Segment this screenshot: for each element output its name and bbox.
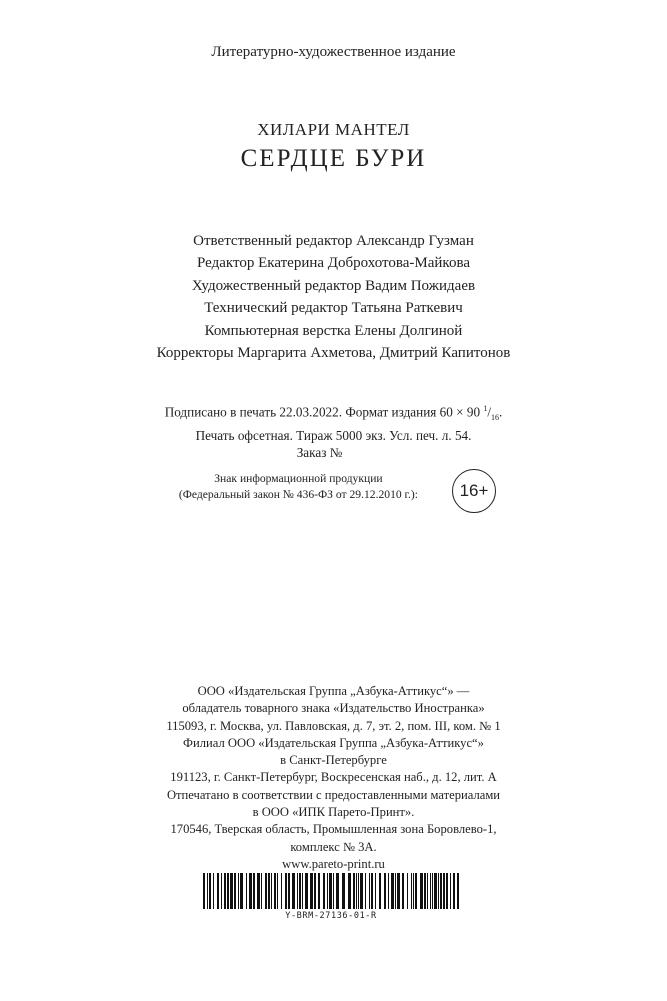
- age-rating-block: [170, 468, 489, 518]
- barcode-bar: [221, 873, 222, 909]
- barcode-bar: [353, 873, 355, 909]
- barcode-bar: [415, 873, 417, 909]
- barcode-bar: [391, 873, 394, 909]
- signed-text: Подписано в печать 22.03.2022. Формат издания 60 × 90: [164, 404, 481, 420]
- barcode-bar: [356, 873, 357, 909]
- barcode-bar: [446, 873, 448, 909]
- publisher-line: ООО «Издательская Группа „Азбука-Аттикус“» —: [197, 684, 470, 698]
- barcode-bar: [413, 873, 414, 909]
- publisher-line: комплекс № 3А.: [290, 839, 377, 854]
- barcode-bar: [407, 873, 408, 909]
- barcode-bar: [336, 873, 339, 909]
- barcode-bar: [253, 873, 255, 909]
- publisher-line: Отпечатано в соответствии с предоставленными материалами: [166, 787, 501, 802]
- barcode-bar: [285, 873, 287, 909]
- barcode-bar: [314, 873, 316, 909]
- barcode-bar: [207, 873, 208, 909]
- barcode-bar: [246, 873, 247, 909]
- signed-line: Подписано в печать 22.03.2022. Формат издания 60 × 90 $^1/_{16}$.: [164, 404, 503, 423]
- barcode-bar: [440, 873, 442, 909]
- barcode-bar: [297, 873, 298, 909]
- publisher-website: www.pareto-print.ru: [282, 856, 385, 871]
- barcode-bar: [342, 873, 345, 909]
- barcode-bar: [292, 873, 295, 909]
- barcode-bar: [402, 873, 404, 909]
- barcode-bar: [388, 873, 389, 909]
- barcode-text: Y-BRM-27136-01-R: [285, 911, 377, 921]
- format-suffix: .: [499, 404, 503, 420]
- barcode-bar: [209, 873, 211, 909]
- credits-list: [0, 230, 667, 364]
- barcode-bar: [327, 873, 328, 909]
- barcode-bar: [274, 873, 276, 909]
- barcode-bar: [329, 873, 332, 909]
- barcode-bar: [305, 873, 308, 909]
- barcode-bar: [265, 873, 267, 909]
- publisher-line: 115093, г. Москва, ул. Павловская, д. 7, эт. 2, пом. III, ком. № 1: [166, 718, 501, 733]
- author-name: ХИЛАРИ МАНТЕЛ: [257, 120, 410, 139]
- barcode-bar: [360, 873, 363, 909]
- barcode-bar: [271, 873, 272, 909]
- barcode-bar: [395, 873, 396, 909]
- barcode-bar: [427, 873, 428, 909]
- barcode-bar: [318, 873, 320, 909]
- print-line: Печать офсетная. Тираж 5000 экз. Усл. печ. л. 54.: [195, 427, 472, 443]
- credit-line: Художественный редактор Вадим Пожидаев: [191, 277, 476, 294]
- publisher-line: в Санкт-Петербурге: [280, 753, 387, 768]
- order-line: Заказ №: [296, 445, 343, 461]
- credit-line: Технический редактор Татьяна Раткевич: [204, 300, 463, 317]
- barcode-bar: [379, 873, 381, 909]
- barcode-bar: [384, 873, 386, 909]
- barcode-bar: [365, 873, 366, 909]
- barcode-bar: [434, 873, 437, 909]
- barcode-bars: [201, 873, 461, 909]
- barcode-bar: [302, 873, 303, 909]
- barcode-bar: [411, 873, 412, 909]
- barcode-bar: [348, 873, 351, 909]
- age-rating-value: 16+: [459, 481, 489, 500]
- barcode: [201, 873, 461, 923]
- barcode-bar: [277, 873, 278, 909]
- barcode-bar: [420, 873, 423, 909]
- barcode-bar: [424, 873, 426, 909]
- print-info: [0, 400, 667, 462]
- barcode-bar: [432, 873, 433, 909]
- barcode-bar: [299, 873, 301, 909]
- rating-label-line: Знак информационной продукции: [214, 472, 383, 485]
- publisher-line: в ООО «ИПК Парето-Принт».: [252, 805, 415, 820]
- age-rating-badge: [452, 469, 496, 513]
- barcode-bar: [213, 873, 214, 909]
- barcode-bar: [224, 873, 226, 909]
- barcode-bar: [240, 873, 243, 909]
- barcode-bar: [227, 873, 229, 909]
- barcode-bar: [430, 873, 431, 909]
- barcode-bar: [310, 873, 313, 909]
- barcode-bar: [450, 873, 451, 909]
- barcode-bar: [453, 873, 455, 909]
- barcode-bar: [203, 873, 205, 909]
- barcode-bar: [249, 873, 252, 909]
- publisher-line: 191123, г. Санкт-Петербург, Воскресенская наб., д. 12, лит. А: [170, 770, 497, 785]
- barcode-bar: [443, 873, 445, 909]
- barcode-bar: [217, 873, 219, 909]
- credit-line: Ответственный редактор Александр Гузман: [193, 233, 474, 249]
- barcode-bar: [288, 873, 290, 909]
- barcode-bar: [230, 873, 233, 909]
- barcode-bar: [238, 873, 239, 909]
- edition-type: Литературно-художественное издание: [211, 44, 456, 60]
- barcode-bar: [261, 873, 262, 909]
- barcode-bar: [323, 873, 325, 909]
- credit-line: Корректоры Маргарита Ахметова, Дмитрий Капитонов: [156, 345, 511, 362]
- barcode-bar: [257, 873, 260, 909]
- barcode-bar: [371, 873, 373, 909]
- barcode-bar: [268, 873, 270, 909]
- publisher-line: обладатель товарного знака «Издательство Иностранка»: [182, 701, 485, 716]
- barcode-bar: [234, 873, 236, 909]
- fraction-numerator: 1: [483, 404, 488, 413]
- barcode-bar: [358, 873, 359, 909]
- book-title: СЕРДЦЕ БУРИ: [240, 145, 427, 172]
- publisher-info: [0, 683, 667, 873]
- barcode-bar: [375, 873, 376, 909]
- barcode-bar: [457, 873, 459, 909]
- rating-label: [179, 471, 418, 503]
- fraction-denominator: 16: [491, 413, 500, 423]
- credit-line: Компьютерная верстка Елены Долгиной: [204, 322, 463, 339]
- barcode-bar: [333, 873, 334, 909]
- barcode-bar: [281, 873, 282, 909]
- publisher-line: 170546, Тверская область, Промышленная зона Боровлево-1,: [170, 822, 497, 837]
- barcode-bar: [438, 873, 439, 909]
- barcode-bar: [369, 873, 370, 909]
- rating-label-line: (Федеральный закон № 436-ФЗ от 29.12.2010 г.):: [178, 488, 418, 501]
- publisher-line: Филиал ООО «Издательская Группа „Азбука-Аттикус“»: [183, 735, 484, 750]
- barcode-bar: [397, 873, 400, 909]
- credit-line: Редактор Екатерина Доброхотова-Майкова: [197, 255, 470, 272]
